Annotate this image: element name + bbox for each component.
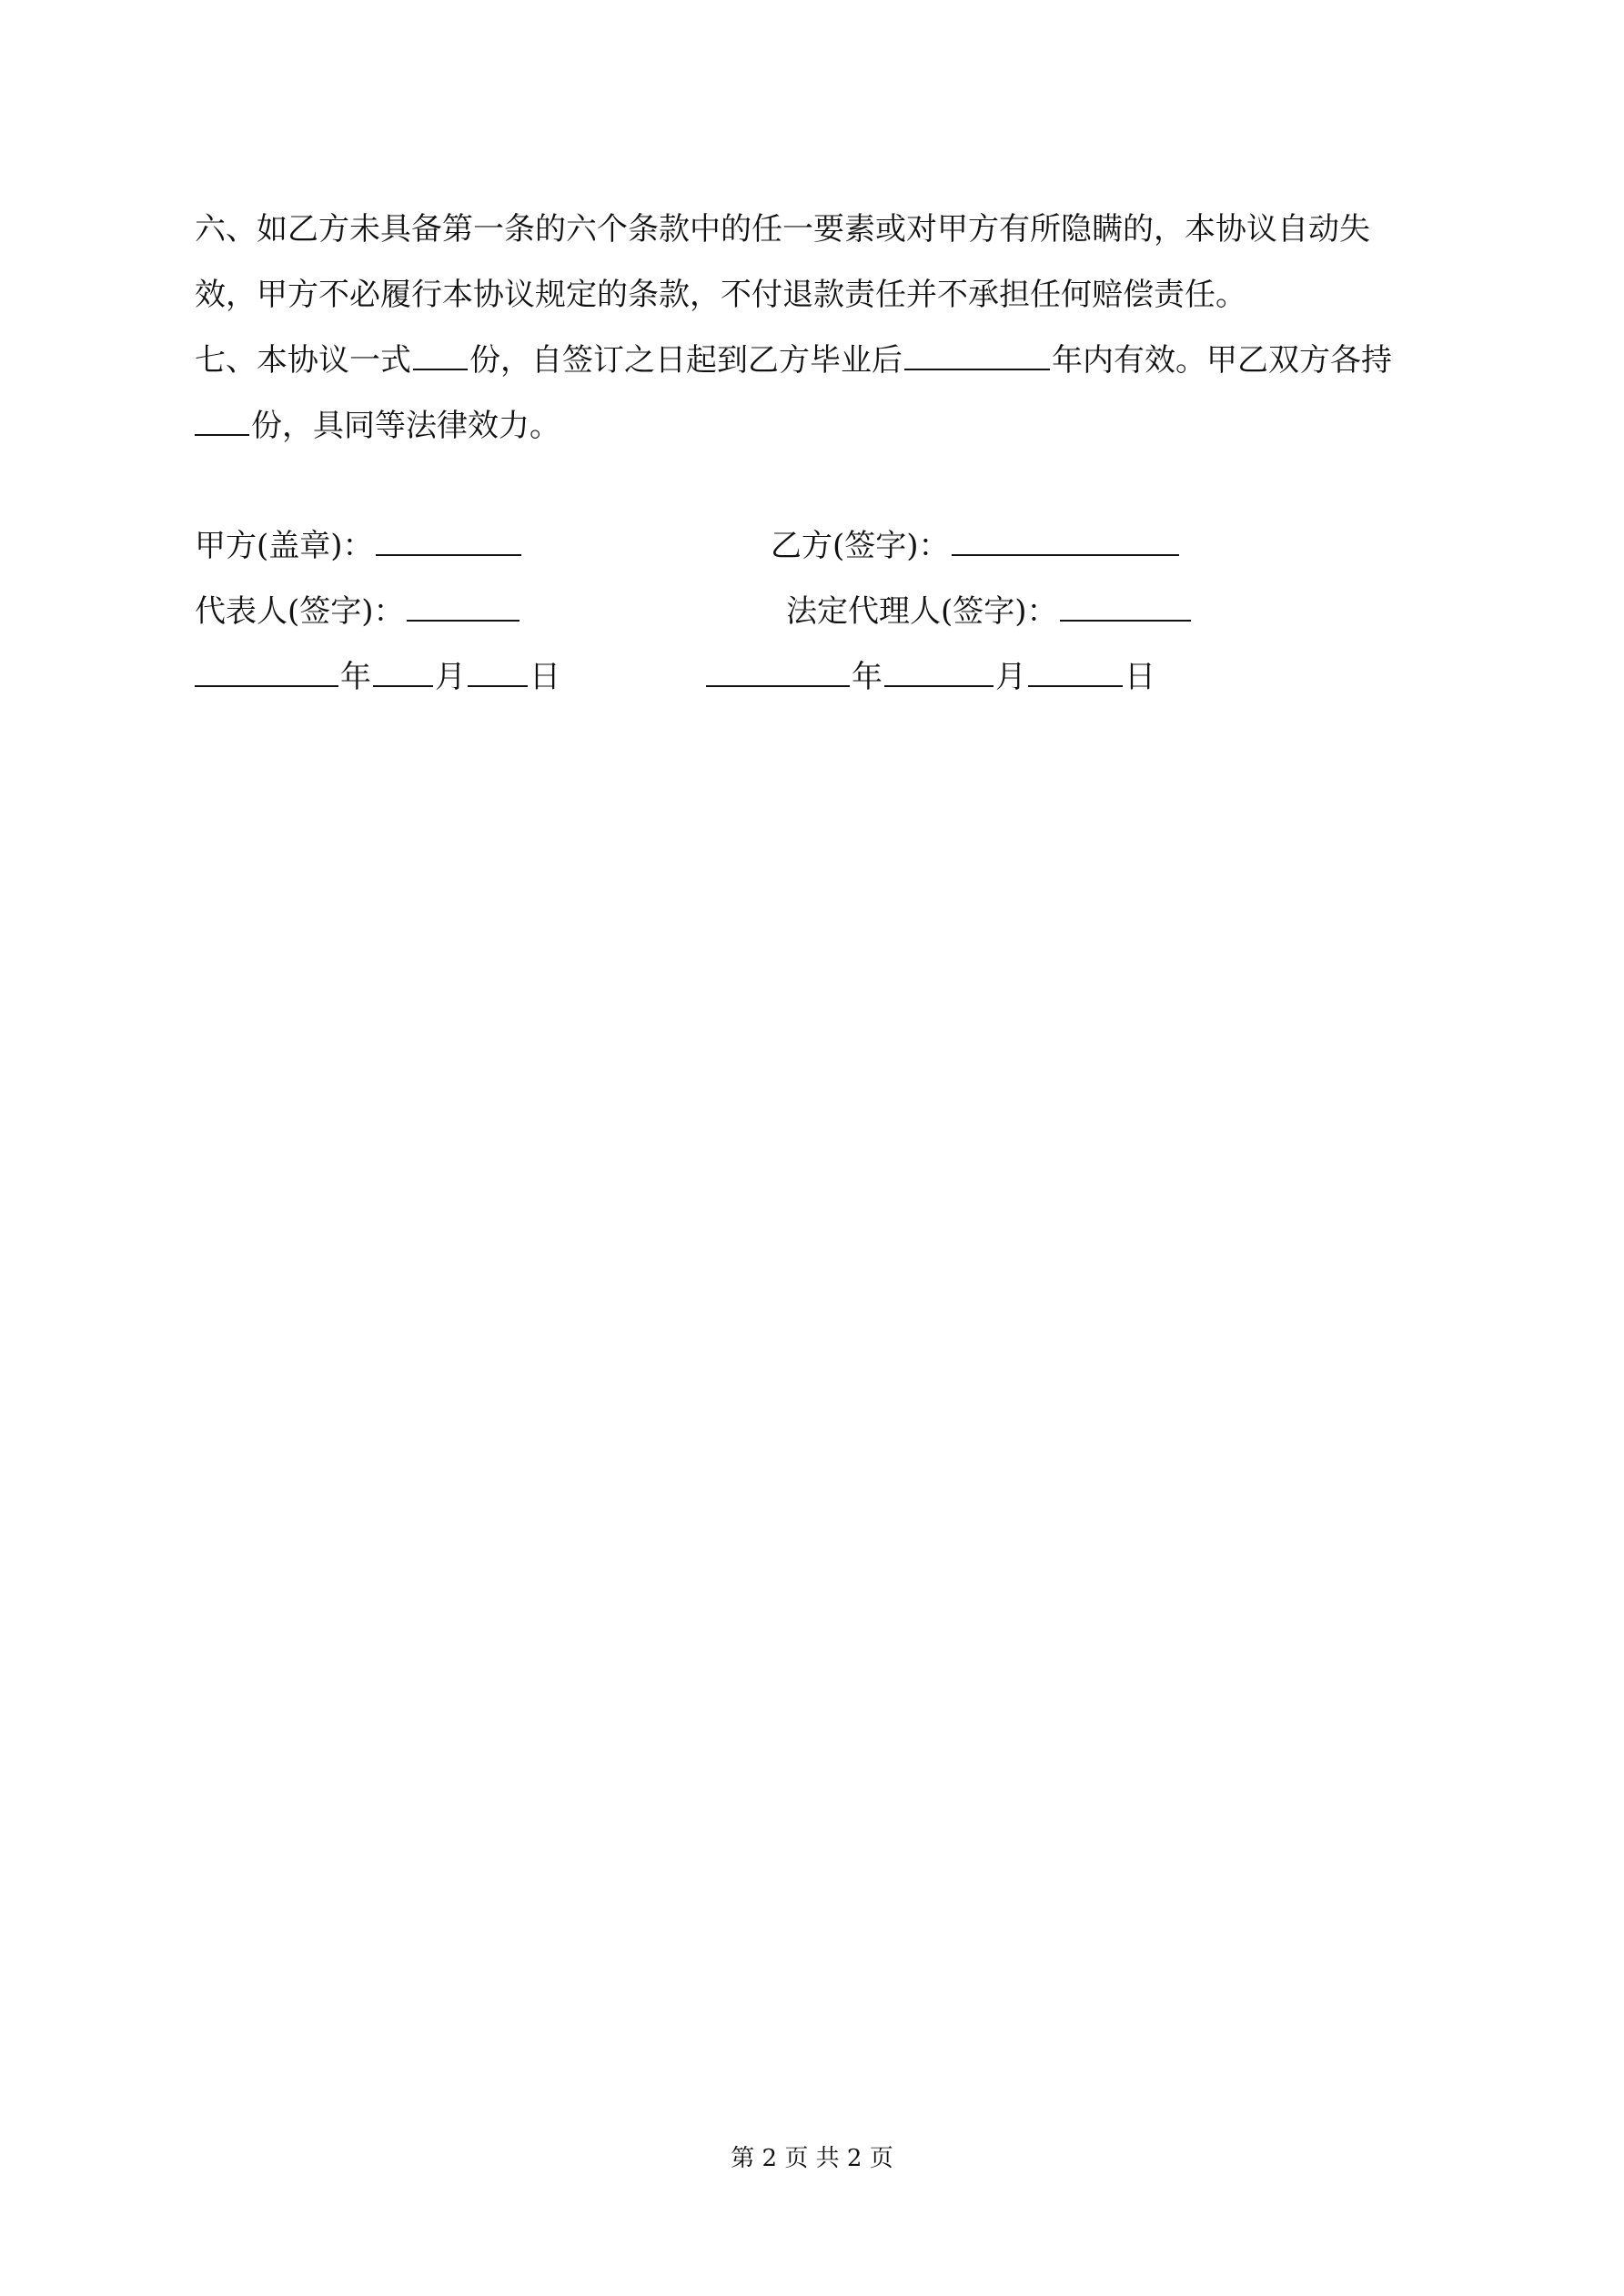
party-b-month-label: 月 xyxy=(995,659,1026,695)
clause-six xyxy=(195,197,1450,328)
party-b-day-label: 日 xyxy=(1125,659,1155,695)
party-b-signature xyxy=(771,524,1181,568)
party-a-year-label: 年 xyxy=(340,659,371,695)
page-footer: 第 2 页 共 2 页 xyxy=(731,2145,893,2172)
clause-six-line2: 效，甲方不必履行本协议规定的条款，不付退款责任并不承担任何赔偿责任。 xyxy=(195,277,1246,313)
clause-seven-part2: 份，自签订之日起到乙方毕业后 xyxy=(469,342,903,379)
clause-seven-part3: 年内有效。甲乙双方各持 xyxy=(1052,342,1392,379)
representative-blank[interactable] xyxy=(407,594,519,622)
clause-seven-part1: 七、本协议一式 xyxy=(195,342,411,379)
party-b-blank[interactable] xyxy=(952,529,1179,556)
copies-blank[interactable] xyxy=(413,341,468,370)
party-a-date xyxy=(195,655,560,699)
party-a-day-label: 日 xyxy=(530,659,560,695)
party-b-year-label: 年 xyxy=(852,659,883,695)
legal-agent-signature xyxy=(786,590,1193,633)
clause-seven-part4: 份，具同等法律效力。 xyxy=(251,408,560,444)
each-copies-blank[interactable] xyxy=(195,407,249,436)
party-a-label: 甲方(盖章)： xyxy=(195,528,374,564)
party-b-day-blank[interactable] xyxy=(1028,660,1123,687)
clause-seven xyxy=(195,328,1450,459)
representative-label: 代表人(签字)： xyxy=(195,593,405,630)
years-blank[interactable] xyxy=(904,341,1050,370)
party-a-day-blank[interactable] xyxy=(468,660,528,687)
legal-agent-label: 法定代理人(签字)： xyxy=(786,593,1058,630)
clause-six-line1: 六、如乙方未具备第一条的六个条款中的任一要素或对甲方有所隐瞒的，本协议自动失 xyxy=(195,211,1370,248)
party-b-month-blank[interactable] xyxy=(884,660,994,687)
party-b-year-blank[interactable] xyxy=(706,660,850,687)
party-b-date xyxy=(706,655,1155,699)
party-a-year-blank[interactable] xyxy=(195,660,338,687)
party-a-month-label: 月 xyxy=(435,659,466,695)
legal-agent-blank[interactable] xyxy=(1060,594,1191,622)
party-b-label: 乙方(签字)： xyxy=(771,528,950,564)
party-a-blank[interactable] xyxy=(376,529,521,556)
party-a-signature xyxy=(195,524,523,568)
party-a-month-blank[interactable] xyxy=(373,660,433,687)
representative-signature xyxy=(195,590,521,633)
